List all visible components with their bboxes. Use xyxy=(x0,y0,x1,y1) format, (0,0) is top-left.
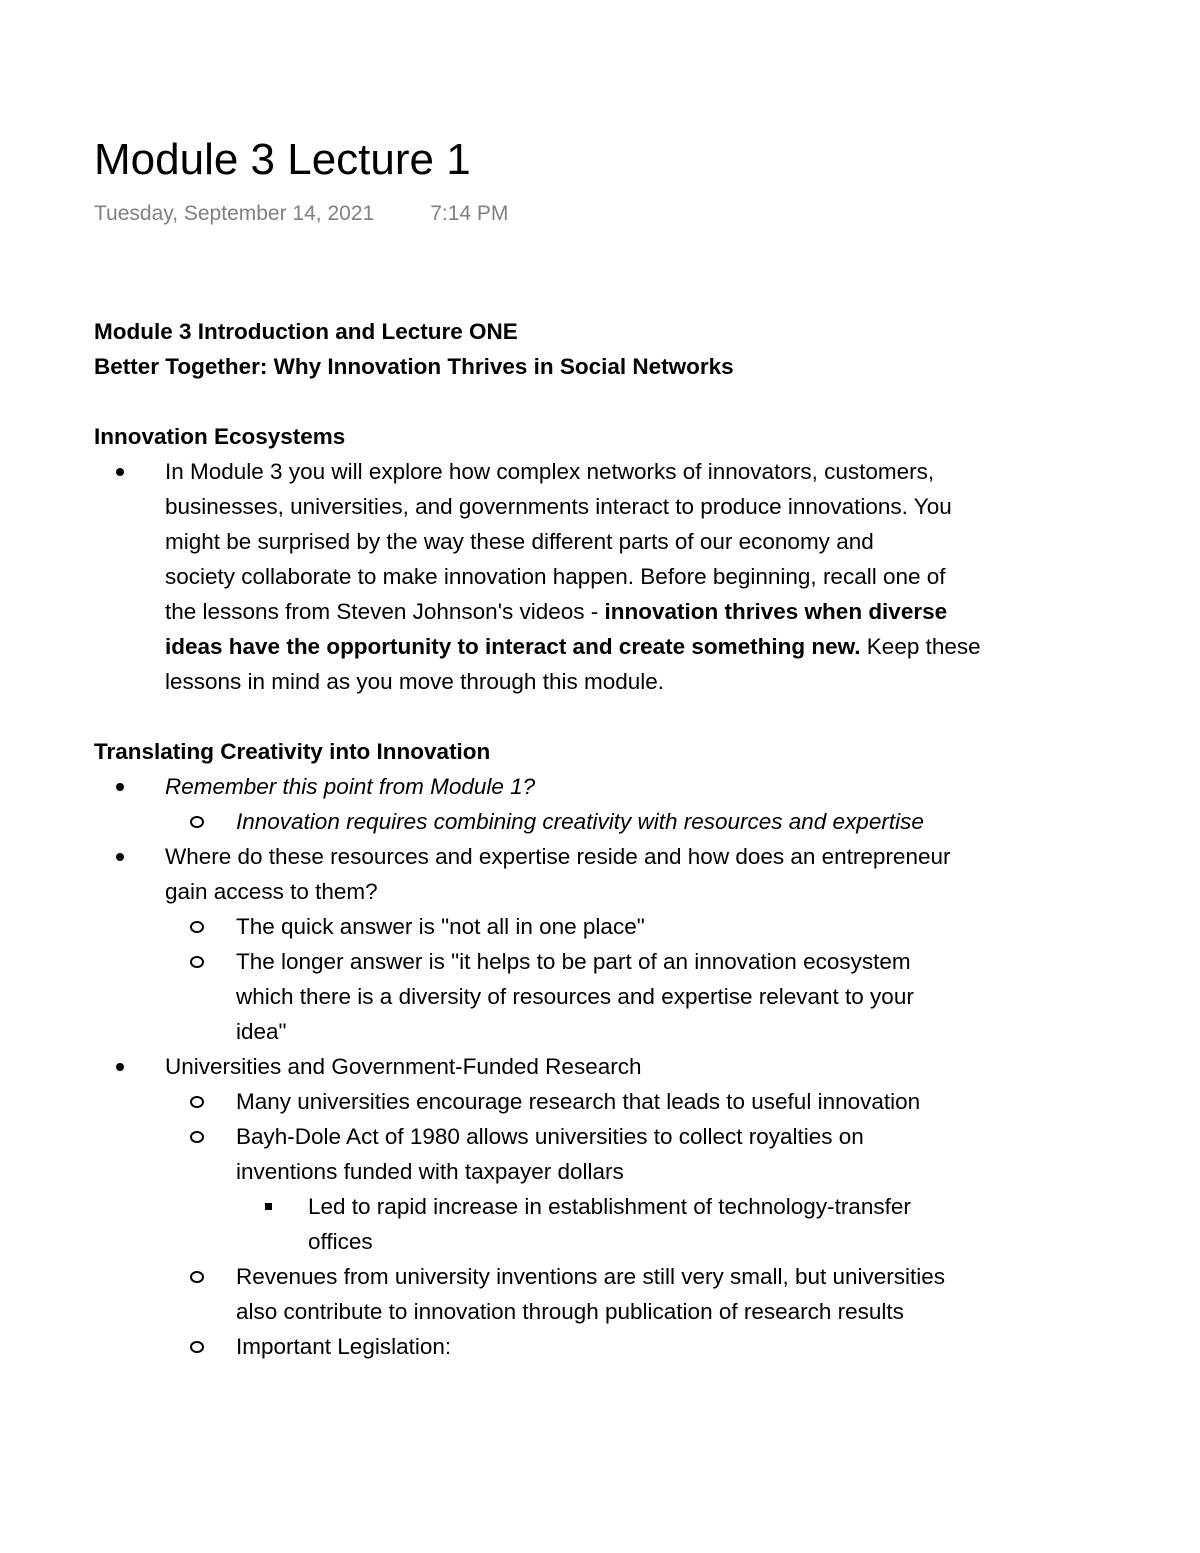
list-item-text: offices xyxy=(308,1229,373,1254)
list-item-text: society collaborate to make innovation happen. Before beginning, recall one of xyxy=(165,564,946,589)
page-title: Module 3 Lecture 1 xyxy=(94,135,471,184)
list-item xyxy=(94,1189,1104,1259)
list-item-text: gain access to them? xyxy=(165,879,378,904)
list-item-text: might be surprised by the way these different parts of our economy and xyxy=(165,529,874,554)
bullet-circle-icon xyxy=(190,1131,204,1143)
bullet-circle-icon xyxy=(190,1341,204,1353)
list-item-text: lessons in mind as you move through this module. xyxy=(165,669,665,694)
intro-subheading: Better Together: Why Innovation Thrives in Social Networks xyxy=(94,354,734,379)
list-item xyxy=(94,909,1104,944)
list-item-text-plain: Keep these xyxy=(860,634,981,659)
bullet-circle-icon xyxy=(190,921,204,933)
list-item xyxy=(94,944,1104,1049)
note-body xyxy=(94,314,1104,1364)
bullet-circle-icon xyxy=(190,1096,204,1108)
spacer xyxy=(94,699,1104,734)
list-item-text xyxy=(165,629,1104,664)
section-heading-ecosystems: Innovation Ecosystems xyxy=(94,424,346,449)
list-item-text-bold: innovation thrives when diverse xyxy=(604,599,948,624)
list-item-text: Universities and Government-Funded Research xyxy=(165,1054,642,1079)
list-item xyxy=(94,804,1104,839)
bullet-dot-icon xyxy=(116,853,124,861)
list-item-text: inventions funded with taxpayer dollars xyxy=(236,1159,624,1184)
list-item xyxy=(94,1119,1104,1189)
intro-heading: Module 3 Introduction and Lecture ONE xyxy=(94,319,518,344)
list-item-text: Important Legislation: xyxy=(236,1334,452,1359)
list-item xyxy=(94,454,1104,699)
list-item-text-plain: the lessons from Steven Johnson's videos - xyxy=(165,599,605,624)
list-item-text: The quick answer is "not all in one place" xyxy=(236,914,645,939)
list-item-text: which there is a diversity of resources and expertise relevant to your xyxy=(236,984,914,1009)
list-item-text: businesses, universities, and governments interact to produce innovations. You xyxy=(165,494,952,519)
list-item xyxy=(94,1259,1104,1329)
list-item-text: also contribute to innovation through publication of research results xyxy=(236,1299,904,1324)
list-item xyxy=(94,1084,1104,1119)
list-item xyxy=(94,769,1104,804)
list-item-text: Led to rapid increase in establishment of technology-transfer xyxy=(308,1194,911,1219)
list-item xyxy=(94,1049,1104,1084)
list-item-text: Many universities encourage research that leads to useful innovation xyxy=(236,1089,921,1114)
bullet-dot-icon xyxy=(116,1063,124,1071)
page-time: 7:14 PM xyxy=(430,202,509,225)
list-item xyxy=(94,839,1104,909)
list-item xyxy=(94,1329,1104,1364)
list-item-text: Bayh-Dole Act of 1980 allows universities to collect royalties on xyxy=(236,1124,864,1149)
bullet-dot-icon xyxy=(116,783,124,791)
page-date: Tuesday, September 14, 2021 xyxy=(94,202,375,225)
page-timestamp xyxy=(94,200,508,228)
spacer xyxy=(94,384,1104,419)
list-item-text: The longer answer is "it helps to be part of an innovation ecosystem xyxy=(236,949,911,974)
bullet-circle-icon xyxy=(190,816,204,828)
list-item-text: Innovation requires combining creativity with resources and expertise xyxy=(236,809,924,834)
list-item-text: Where do these resources and expertise reside and how does an entrepreneur xyxy=(165,844,951,869)
bullet-square-icon xyxy=(265,1203,272,1210)
list-item-text-bold: ideas have the opportunity to interact and create something new. xyxy=(165,634,861,659)
bullet-circle-icon xyxy=(190,1271,204,1283)
section-heading-translating: Translating Creativity into Innovation xyxy=(94,739,491,764)
bullet-dot-icon xyxy=(116,468,124,476)
list-item-text: idea" xyxy=(236,1019,287,1044)
bullet-circle-icon xyxy=(190,956,204,968)
list-item-text xyxy=(165,594,1104,629)
list-item-text: Remember this point from Module 1? xyxy=(165,774,536,799)
list-item-text: Revenues from university inventions are still very small, but universities xyxy=(236,1264,946,1289)
list-item-text: In Module 3 you will explore how complex networks of innovators, customers, xyxy=(165,459,935,484)
